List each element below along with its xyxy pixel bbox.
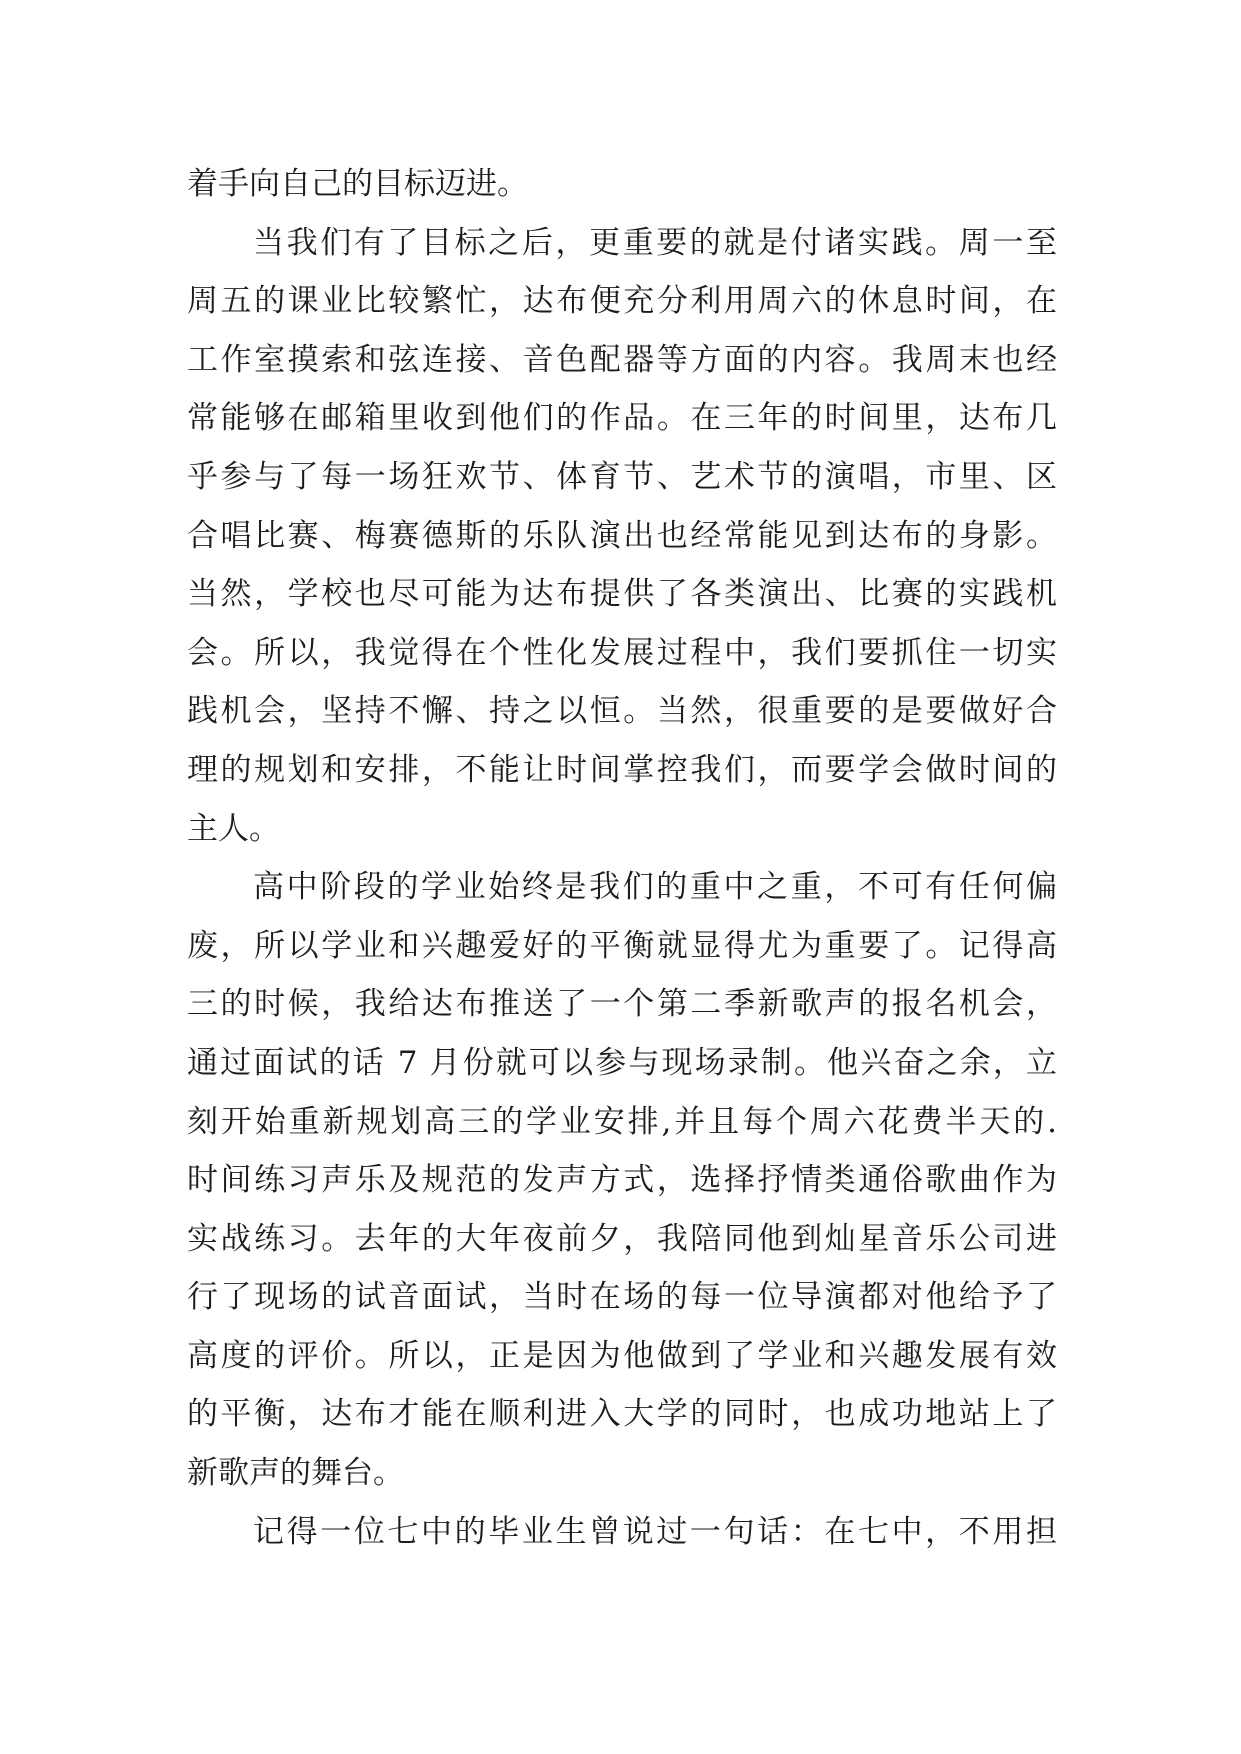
text-line: 的平衡，达布才能在顺利进入大学的同时，也成功地站上了 (187, 1396, 1057, 1433)
text-line: 三的时候，我给达布推送了一个第二季新歌声的报名机会， (187, 986, 1057, 1023)
text-line: 会。所以，我觉得在个性化发展过程中，我们要抓住一切实 (187, 634, 1057, 671)
text-line: 常能够在邮箱里收到他们的作品。在三年的时间里，达布几 (187, 400, 1057, 437)
text-line: 主人。 (187, 810, 280, 847)
text-line: 刻开始重新规划高三的学业安排,并且每个周六花费半天的. (187, 1103, 1057, 1140)
body-text (187, 155, 1057, 1561)
text-line: 着手向自己的目标迈进。 (187, 166, 528, 202)
text-line: 乎参与了每一场狂欢节、体育节、艺术节的演唱，市里、区 (187, 458, 1057, 495)
paragraph-first-line: 当我们有了目标之后，更重要的就是付诸实践。周一至 (253, 224, 1057, 261)
text-line: 废，所以学业和兴趣爱好的平衡就显得尤为重要了。记得高 (187, 927, 1057, 964)
text-line: 工作室摸索和弦连接、音色配器等方面的内容。我周末也经 (187, 341, 1057, 378)
text-line: 理的规划和安排，不能让时间掌控我们，而要学会做时间的 (187, 751, 1057, 788)
text-line: 通过面试的话 7 月份就可以参与现场录制。他兴奋之余，立 (187, 1044, 1057, 1081)
paragraph-first-line: 记得一位七中的毕业生曾说过一句话：在七中，不用担 (253, 1513, 1057, 1550)
text-line: 行了现场的试音面试，当时在场的每一位导演都对他给予了 (187, 1279, 1057, 1316)
text-line: 新歌声的舞台。 (187, 1455, 404, 1492)
text-line: 实战练习。去年的大年夜前夕，我陪同他到灿星音乐公司进 (187, 1220, 1057, 1257)
text-line: 高度的评价。所以，正是因为他做到了学业和兴趣发展有效 (187, 1337, 1057, 1374)
text-line: 践机会，坚持不懈、持之以恒。当然，很重要的是要做好合 (187, 693, 1057, 730)
text-line: 合唱比赛、梅赛德斯的乐队演出也经常能见到达布的身影。 (187, 517, 1057, 554)
paragraph-first-line: 高中阶段的学业始终是我们的重中之重，不可有任何偏 (253, 869, 1057, 906)
text-line: 时间练习声乐及规范的发声方式，选择抒情类通俗歌曲作为 (187, 1162, 1057, 1199)
text-line: 周五的课业比较繁忙，达布便充分利用周六的休息时间，在 (187, 283, 1057, 320)
text-line: 当然，学校也尽可能为达布提供了各类演出、比赛的实践机 (187, 576, 1057, 613)
